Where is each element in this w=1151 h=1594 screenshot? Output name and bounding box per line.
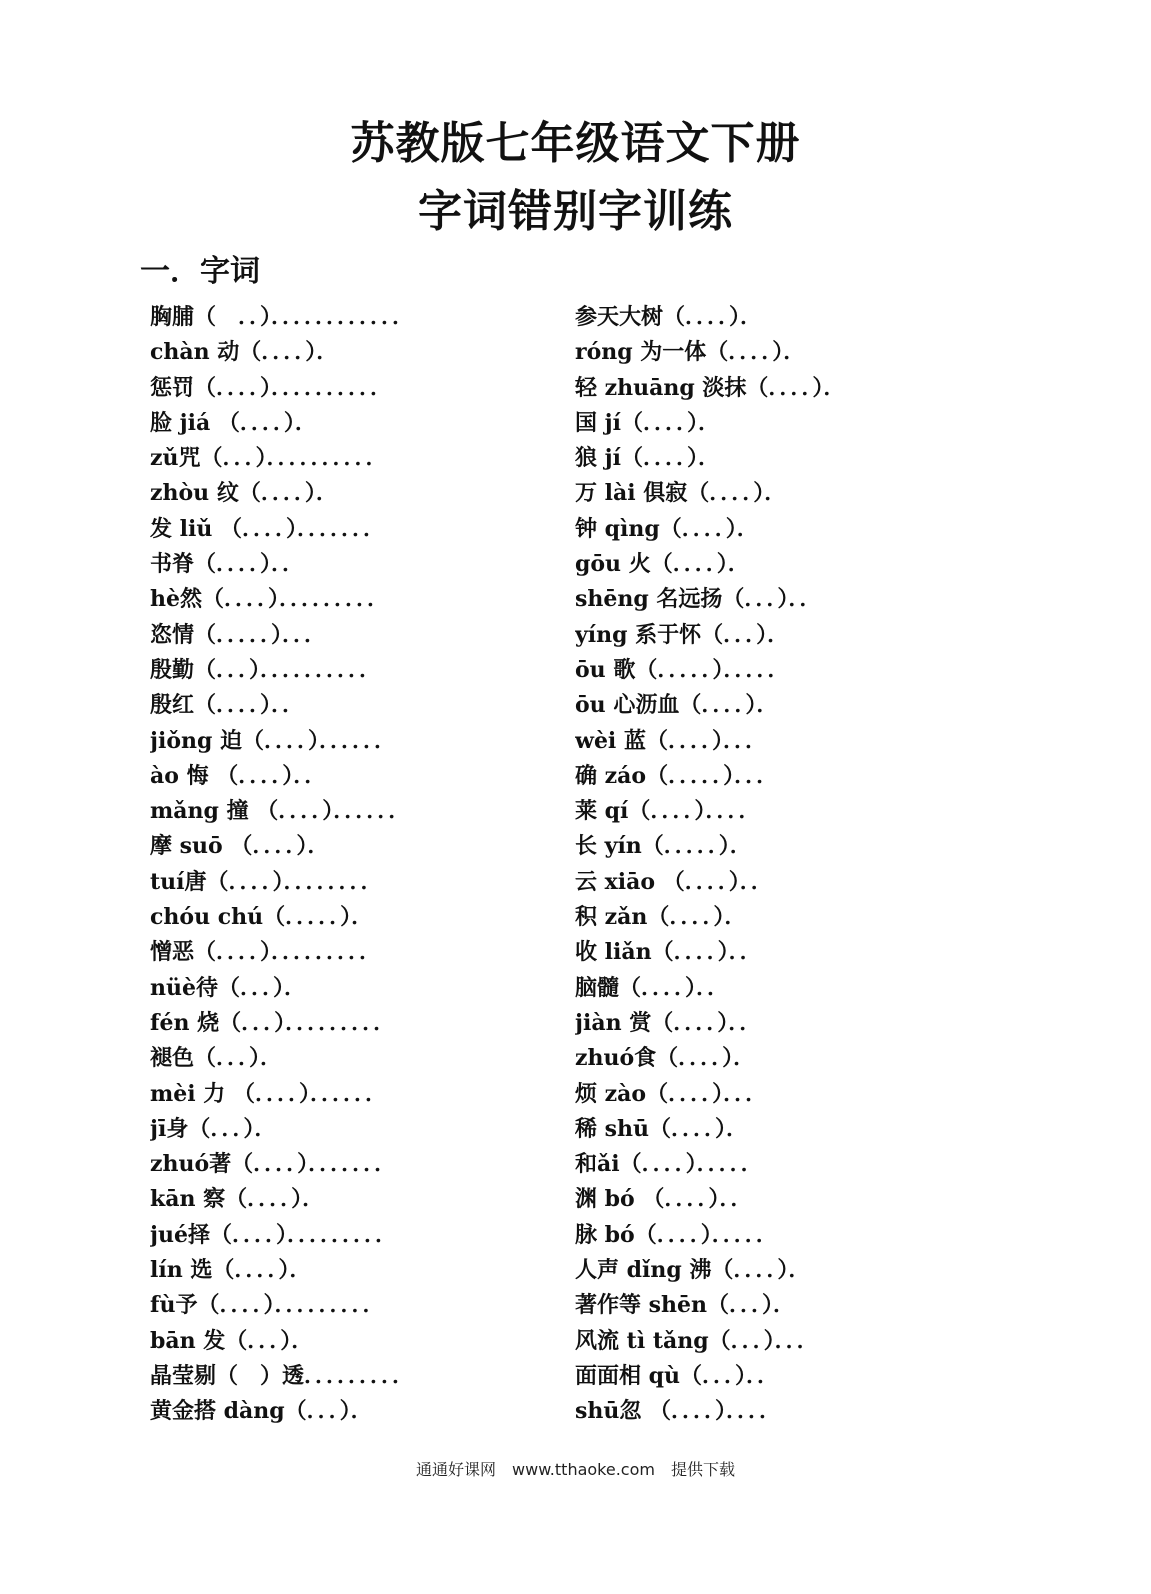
word-item: róng 为一体（．．．．）．: [575, 339, 806, 366]
word-item: 长 yín（．．．．．）．: [575, 833, 752, 860]
word-item: shēng 名远扬（．．．）．．: [575, 586, 822, 613]
document-title-line-1: 苏教版七年级语文下册: [350, 118, 801, 169]
word-item: hè然（．．．．）．．．．．．．．．: [150, 586, 389, 613]
word-item: 确 záo（．．．．．）．．．: [575, 762, 779, 789]
word-item: 晶莹剔（ ）透．．．．．．．．．: [150, 1362, 415, 1389]
word-item: 人声 dǐng 沸（．．．．）．: [575, 1257, 811, 1284]
word-item: 惩罚（．．．．）．．．．．．．．．．: [150, 374, 393, 401]
word-item: 脸 jiá （．．．．）．: [150, 409, 317, 436]
word-item: ōu 心沥血（．．．．）．: [575, 692, 779, 719]
section-heading: 一．字词: [140, 254, 260, 289]
word-item: 发 liǔ （．．．．）．．．．．．．: [150, 515, 386, 542]
word-item: mǎng 撞 （．．．．）．．．．．．: [150, 798, 411, 825]
word-item: 殷红（．．．．）．．: [150, 692, 305, 719]
word-item: zhuó食（．．．．）．: [575, 1045, 756, 1072]
word-item: 钟 qìng（．．．．）．: [575, 515, 759, 542]
word-item: 著作等 shēn（．．．）．: [575, 1292, 796, 1319]
word-item: ōu 歌（．．．．．）．．．．．: [575, 656, 790, 683]
word-item: 殷勤（．．．）．．．．．．．．．．: [150, 656, 382, 683]
word-item: 轻 zhuāng 淡抹（．．．．）．: [575, 374, 846, 401]
document-title-line-2: 字词错别字训练: [418, 186, 733, 237]
word-item: gōu 火（．．．．）．: [575, 551, 750, 578]
word-item: 书脊（．．．．）．．: [150, 551, 305, 578]
word-item: 积 zǎn（．．．．）．: [575, 904, 747, 931]
word-item: 稀 shū（．．．．）．: [575, 1115, 749, 1142]
word-item: chàn 动（．．．．）．: [150, 339, 339, 366]
footer-source-text: 通通好课网 www.tthaoke.com 提供下载: [416, 1460, 735, 1479]
word-item: 风流 tì tǎng（．．．）．．．: [575, 1327, 819, 1354]
word-item: zhuó著（．．．．）．．．．．．．: [150, 1151, 397, 1178]
word-item: bān 发（．．．）．: [150, 1327, 314, 1354]
word-item: wèi 蓝（．．．．）．．．: [575, 727, 767, 754]
word-item: 憎恶（．．．．）．．．．．．．．．: [150, 939, 382, 966]
word-item: 参天大树（．．．．）．: [575, 304, 763, 330]
word-item: 摩 suō （．．．．）．: [150, 833, 330, 860]
word-item: zhòu 纹（．．．．）．: [150, 480, 338, 507]
word-item: 黄金搭 dàng（．．．）．: [150, 1398, 373, 1425]
word-item: 褪色（．．．）．: [150, 1045, 283, 1072]
word-item: mèi 力 （．．．．）．．．．．．: [150, 1080, 387, 1107]
word-item: 收 liǎn（．．．．）．．: [575, 939, 762, 966]
right-word-column: [575, 300, 1015, 1430]
word-item: jiàn 赏（．．．．）．．: [575, 1009, 762, 1036]
word-item: 国 jí（．．．．）．: [575, 409, 720, 436]
word-item: shū忽 （．．．．）．．．．: [575, 1398, 782, 1425]
word-item: 莱 qí（．．．．）．．．．: [575, 798, 761, 825]
left-word-column: [150, 300, 550, 1430]
word-item: jué择（．．．．）．．．．．．．．．: [150, 1221, 397, 1248]
word-item: 狼 jí（．．．．）．: [575, 445, 720, 472]
word-item: 面面相 qù（．．．）．．: [575, 1362, 780, 1389]
word-item: 云 xiāo （．．．．）．．: [575, 868, 773, 895]
word-item: nüè待（．．．）．: [150, 974, 306, 1001]
word-item: tuí唐（．．．．）．．．．．．．．: [150, 868, 383, 895]
word-item: 万 lài 俱寂（．．．．）．: [575, 480, 787, 507]
word-item: 胸脯（ ．．）．．．．．．．．．．．．: [150, 304, 415, 330]
word-item: 脑髓（．．．．）．．: [575, 974, 730, 1001]
word-item: fù予（．．．．）．．．．．．．．．: [150, 1292, 385, 1319]
word-item: jī身（．．．）．: [150, 1115, 277, 1142]
word-item: 脉 bó（．．．．）．．．．．: [575, 1221, 778, 1248]
word-item: 恣情（．．．．．）．．．: [150, 621, 327, 648]
word-item: jiǒng 迫（．．．．）．．．．．．: [150, 727, 397, 754]
word-item: lín 选（．．．．）．: [150, 1257, 312, 1284]
word-item: chóu chú（．．．．．）．: [150, 904, 374, 931]
word-item: ào 悔 （．．．．）．．: [150, 762, 327, 789]
word-item: zǔ咒（．．．）．．．．．．．．．．: [150, 445, 388, 472]
word-item: yíng 系于怀（．．．）．: [575, 621, 790, 648]
word-item: kān 察（．．．．）．: [150, 1186, 325, 1213]
word-item: 渊 bó （．．．．）．．: [575, 1186, 753, 1213]
word-item: fén 烧（．．．）．．．．．．．．．: [150, 1009, 396, 1036]
word-item: 烦 zào（．．．．）．．．: [575, 1080, 768, 1107]
word-item: 和ǎi（．．．．）．．．．．: [575, 1151, 763, 1178]
